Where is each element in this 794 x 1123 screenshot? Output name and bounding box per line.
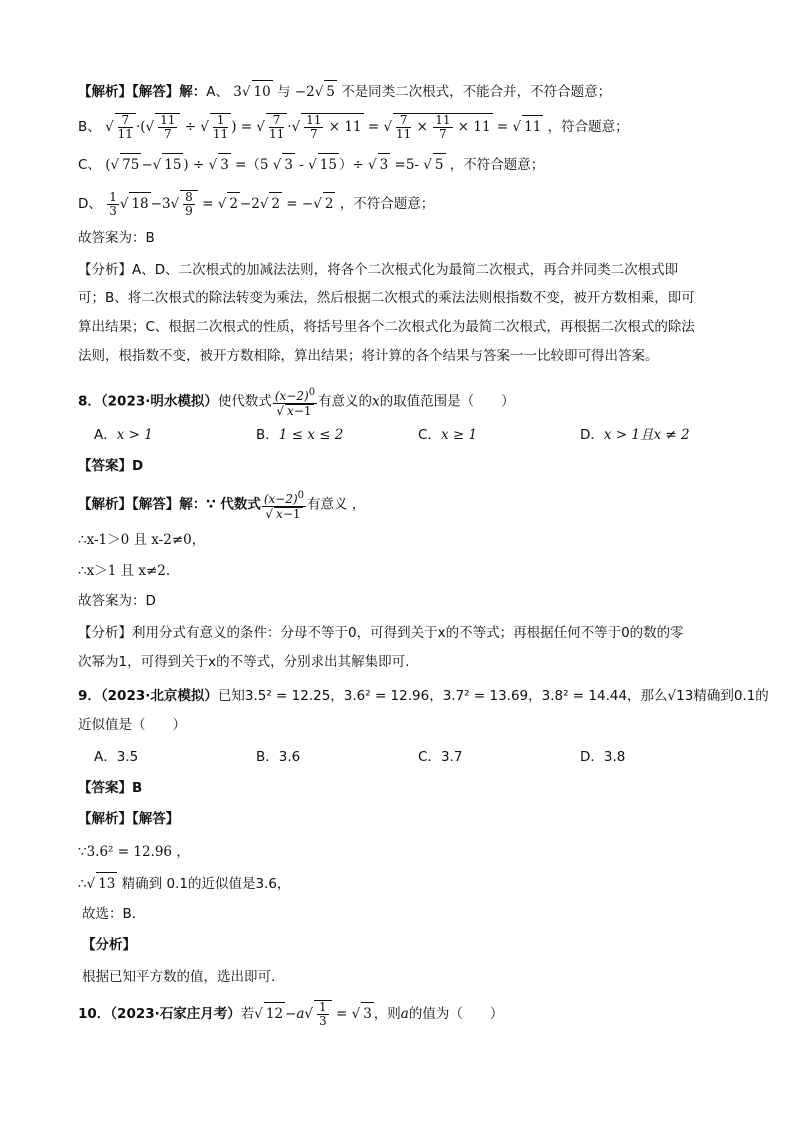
q8-analysis-line-2: 次幂为1，可得到关于x的不等式，分别求出其解集即可. — [78, 654, 410, 670]
q7-analysis-line-1: 【分析】A、D、二次根式的加减法法则，将各个二次根式化为最简二次根式，再合并同类二次根式即 — [78, 262, 679, 278]
option-label: C． — [418, 749, 441, 765]
q8-analysis-line-1: 【分析】利用分式有意义的条件：分母不等于0，可得到关于x的不等式；再根据任何不等于0的数的零 — [78, 625, 684, 641]
q7-solution-line-d — [78, 190, 434, 218]
q9-step-2 — [78, 872, 290, 895]
math-expression-d: $\frac{1}{3}$ √ 18 −3√ $\frac{8}{9}$ = √ 2 −2√ 2 = −√ 2 — [109, 190, 334, 218]
q10-expression: √ 12 −a√ $\frac{1}{3}$ = √ 3 — [254, 1000, 372, 1028]
question-source: （2023·北京模拟） — [100, 688, 218, 704]
q9-analysis-head: 【分析】 — [82, 937, 136, 953]
q9-option-a[interactable] — [94, 746, 138, 768]
q9-option-b[interactable] — [256, 746, 300, 768]
option-label: A． — [94, 427, 117, 443]
step-prefix: ∴ — [78, 876, 87, 892]
jiexi-text: 【解析】【解答】解：∵ 代数式 — [78, 496, 261, 513]
option-text: 3.7 — [440, 749, 463, 765]
connector-text: 与 — [276, 84, 291, 100]
q8-jiexi — [78, 489, 365, 521]
q7-solution-line-c — [78, 153, 544, 176]
option-text: 1 ≤ x ≤ 2 — [278, 427, 344, 443]
step-text: 精确到 0.1的近似值是3.6， — [121, 876, 291, 892]
option-d-prefix: D、 — [78, 196, 102, 212]
q8-option-a[interactable] — [94, 424, 153, 446]
option-text: x > 1 — [116, 427, 153, 443]
q7-analysis-line-2: 可；B、将二次根式的除法转变为乘法，然后根据二次根式的乘法法则根指数不变，被开方数相乘，即可 — [78, 290, 695, 306]
radical-sign: √ — [314, 84, 324, 100]
radicand: 13 — [96, 872, 117, 895]
option-text: x ≥ 1 — [440, 427, 478, 443]
radicand: 5 — [324, 80, 337, 103]
question-source: （2023·明水模拟） — [100, 393, 218, 410]
option-text: 3.8 — [603, 749, 626, 765]
q8-option-b[interactable] — [256, 424, 343, 446]
question-number: 8． — [78, 393, 101, 410]
question-source: （2023·石家庄月考） — [110, 1006, 241, 1022]
stem-text: 若 — [240, 1006, 255, 1022]
q7-analysis-line-4: 法则，根指数不变，被开方数相除，算出结果；将计算的各个结果与答案一一比较即可得出答案。 — [78, 348, 659, 364]
radicand: 10 — [252, 80, 273, 103]
expr-coef: 3 — [233, 84, 242, 100]
q9-option-d[interactable] — [580, 746, 625, 768]
stem-text: ，则 — [373, 1006, 401, 1022]
option-label: D． — [580, 749, 604, 765]
stem-text: 使代数式 — [217, 393, 272, 410]
q8-final: 故答案为：D — [78, 593, 156, 609]
q9-stem — [78, 685, 769, 707]
q8-option-d[interactable] — [580, 424, 690, 446]
q8-step-1: ∴x-1＞0 且 x-2≠0， — [78, 532, 206, 548]
line-tail: 不是同类二次根式，不能合并，不符合题意； — [341, 84, 612, 100]
math-expression-c: (√ 75 −√ 15 ) ÷ √ 3 =（5 √ 3 - √ 15 ）÷ √ 3 =5- √ 5 — [105, 157, 450, 173]
radical-sign: √ — [241, 84, 251, 100]
option-a-prefix: A、 — [206, 84, 229, 100]
option-c-prefix: C、 — [78, 157, 101, 173]
option-text: x > 1且x ≠ 2 — [603, 427, 690, 443]
option-text: 3.6 — [278, 749, 301, 765]
math-expression-b: √ $\frac{7}{11}$ ·(√ $\frac{11}{7}$ ÷ √ $\frac{1}{11}$ ) = √ $\frac{7}{11}$ ·√ $\frac{11}{7}$ × 11 = √ $\frac{7}{11}$ × $\frac{11}{7}$ × 11 = √ 11 — [105, 113, 542, 141]
q9-step-1: ∵3.6² = 12.96 ， — [78, 844, 190, 860]
q8-step-2: ∴x＞1 且 x≠2. — [78, 563, 171, 579]
option-label: D． — [580, 427, 604, 443]
option-text: 3.5 — [116, 749, 139, 765]
line-tail: ，符合题意； — [547, 119, 629, 135]
q9-analysis-line-1: 根据已知平方数的值，选出即可． — [82, 969, 285, 985]
stem-text: 有意义的 — [318, 393, 373, 410]
option-label: B． — [256, 749, 279, 765]
stem-text: 已知3.5² = 12.25，3.6² = 12.96，3.7² = 13.69，3.8² = 14.44，那么√13精确到0.1的 — [217, 688, 769, 704]
q8-stem — [78, 386, 515, 418]
q8-option-c[interactable] — [418, 424, 477, 446]
line-tail: ，不符合题意； — [449, 157, 545, 173]
option-b-prefix: B、 — [78, 119, 101, 135]
stem-variable: x — [372, 393, 380, 410]
q9-final: 故选：B． — [82, 906, 146, 922]
radical-sign: √ — [86, 876, 96, 892]
q7-final-answer: 故答案为：B — [78, 230, 155, 246]
q7-analysis-line-3: 算出结果；C、根据二次根式的性质，将括号里各个二次根式化为最简二次根式，再根据二次根式的除法 — [78, 319, 695, 335]
q7-solution-line-a — [78, 80, 611, 103]
question-number: 9． — [78, 688, 101, 704]
q9-option-c[interactable] — [418, 746, 462, 768]
jiexi-text: 有意义 ， — [307, 496, 366, 513]
q9-jiexi: 【解析】【解答】 — [78, 811, 180, 827]
option-label: A． — [94, 749, 117, 765]
q7-solution-line-b — [78, 113, 629, 141]
stem-text: 的值为（ ） — [408, 1006, 504, 1022]
q8-expression: $\frac{(x-2)^0}{√ x-1}$ — [274, 387, 316, 418]
expr-coef: −2 — [294, 84, 315, 100]
q10-stem — [78, 1000, 503, 1028]
q8-expression-2: $\frac{(x-2)^0}{√ x-1}$ — [263, 490, 305, 521]
question-number: 10． — [78, 1006, 111, 1022]
line-tail: ，不符合题意； — [339, 196, 435, 212]
q9-stem-line-2: 近似值是（ ） — [78, 717, 186, 733]
q9-answer: 【答案】B — [78, 780, 143, 796]
q8-answer: 【答案】D — [78, 458, 144, 474]
jiexi-header: 【解析】【解答】解： — [78, 84, 207, 100]
stem-variable: a — [400, 1006, 409, 1022]
stem-text: 的取值范围是（ ） — [379, 393, 515, 410]
option-label: B． — [256, 427, 279, 443]
option-label: C． — [418, 427, 441, 443]
